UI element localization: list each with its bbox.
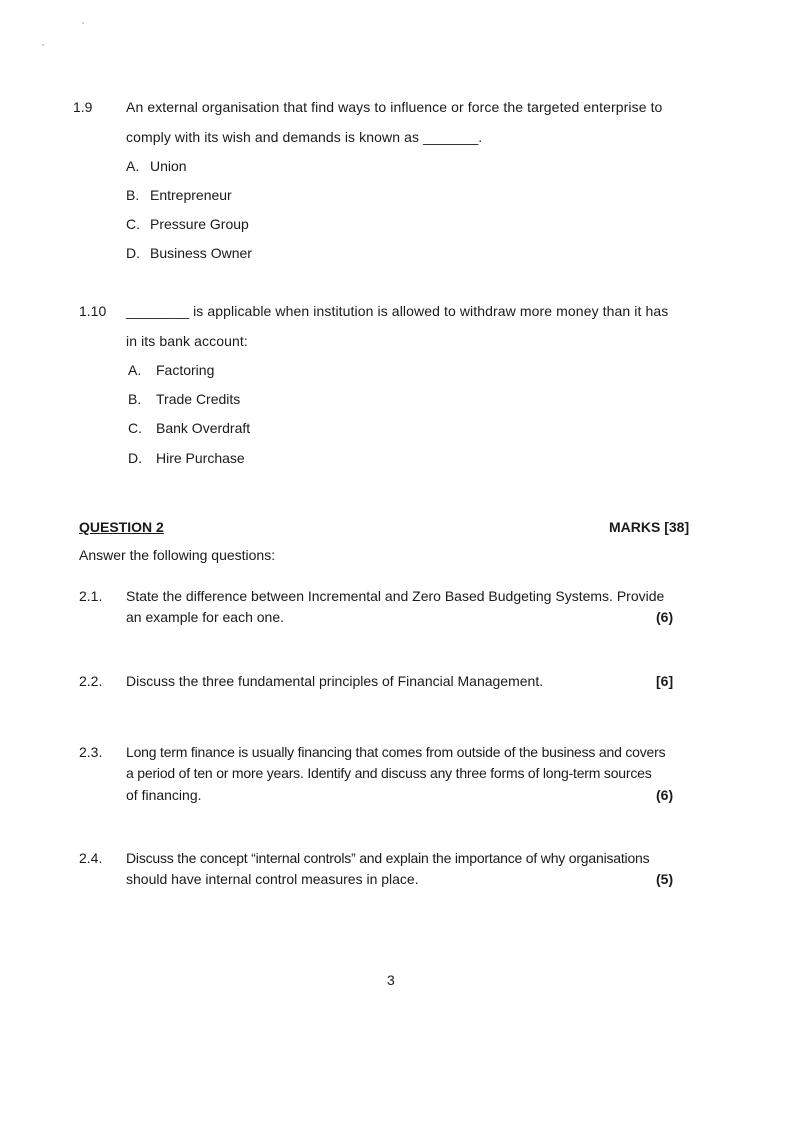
section-instruction: Answer the following questions: xyxy=(79,547,276,563)
option-text: Entrepreneur xyxy=(150,187,232,203)
question-number: 2.1. xyxy=(79,588,103,604)
section-marks: MARKS [38] xyxy=(609,519,690,535)
question-text-line: Discuss the concept “internal controls” and explain the importance of why organisations xyxy=(126,850,650,866)
option-letter: C. xyxy=(126,216,140,232)
option-text: Business Owner xyxy=(150,245,252,261)
option-text: Pressure Group xyxy=(150,216,249,232)
scan-speck xyxy=(42,44,44,46)
option-letter: B. xyxy=(128,391,142,407)
question-stem-line: An external organisation that find ways to influence or force the targeted enterprise to xyxy=(126,99,663,115)
option-letter: C. xyxy=(128,420,142,436)
section-heading: QUESTION 2 xyxy=(79,519,164,535)
question-number: 1.10 xyxy=(79,303,107,319)
option-text: Factoring xyxy=(156,362,215,378)
option-letter: A. xyxy=(126,158,140,174)
question-stem-line: comply with its wish and demands is known as _______. xyxy=(126,129,483,145)
option-letter: B. xyxy=(126,187,140,203)
question-text-line: Long term finance is usually financing that comes from outside of the business and covers xyxy=(126,744,666,760)
option-letter: D. xyxy=(128,450,142,466)
question-mark: (5) xyxy=(656,871,674,887)
question-number: 2.3. xyxy=(79,744,103,760)
option-text: Bank Overdraft xyxy=(156,420,251,436)
question-mark: [6] xyxy=(656,673,674,689)
question-number: 2.4. xyxy=(79,850,103,866)
option-letter: A. xyxy=(128,362,142,378)
question-text-line: Discuss the three fundamental principles of Financial Management. xyxy=(126,673,544,689)
question-text-line: an example for each one. xyxy=(126,609,284,625)
question-stem-line: in its bank account: xyxy=(126,333,248,349)
page-number: 3 xyxy=(387,972,395,988)
question-text-line: State the difference between Incremental and Zero Based Budgeting Systems. Provide xyxy=(126,588,665,604)
question-text-line: should have internal control measures in place. xyxy=(126,871,419,887)
question-number: 2.2. xyxy=(79,673,103,689)
option-text: Hire Purchase xyxy=(156,450,245,466)
question-text-line: a period of ten or more years. Identify and discuss any three forms of long-term sources xyxy=(126,765,652,781)
question-number: 1.9 xyxy=(73,99,93,115)
question-text-line: of financing. xyxy=(126,787,202,803)
scan-speck xyxy=(82,22,84,24)
question-mark: (6) xyxy=(656,609,674,625)
option-text: Trade Credits xyxy=(156,391,241,407)
option-letter: D. xyxy=(126,245,140,261)
option-text: Union xyxy=(150,158,187,174)
question-mark: (6) xyxy=(656,787,674,803)
question-stem-line: ________ is applicable when institution is allowed to withdraw more money than it has xyxy=(126,303,669,319)
